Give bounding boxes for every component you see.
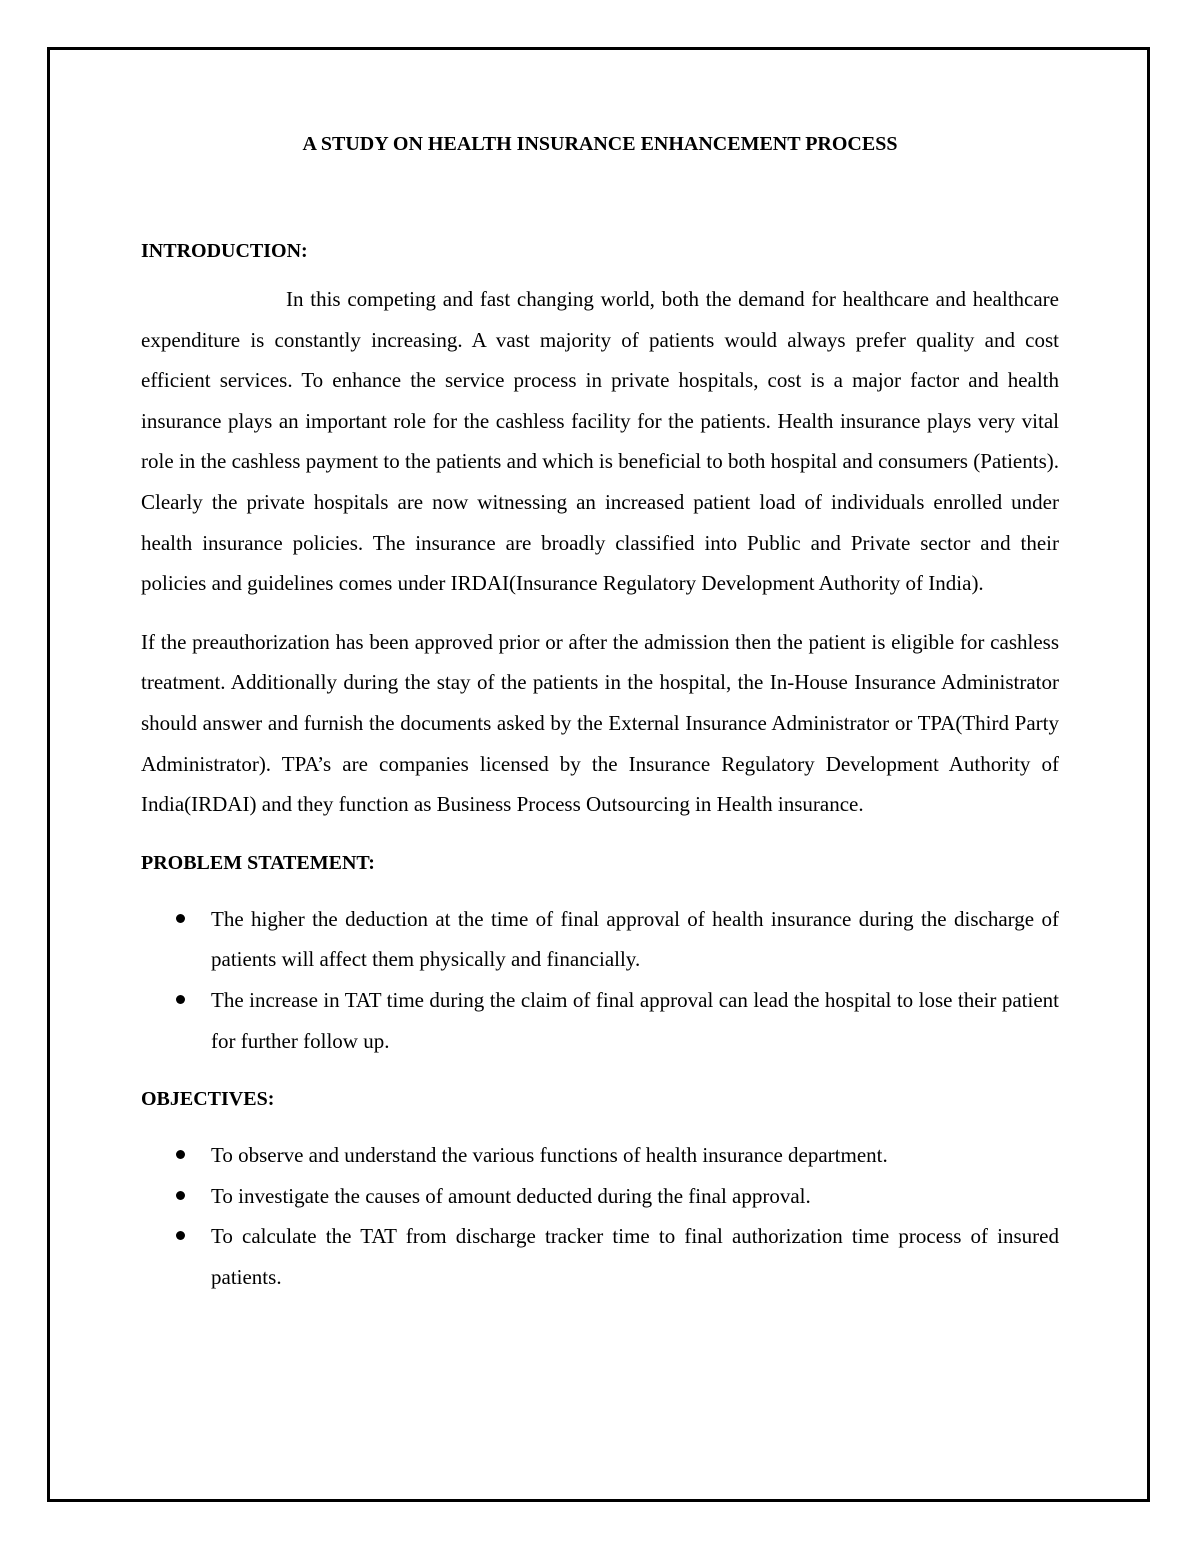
objectives-heading: OBJECTIVES: xyxy=(141,1088,275,1111)
problem-statement-heading: PROBLEM STATEMENT: xyxy=(141,851,375,874)
document-title: A STUDY ON HEALTH INSURANCE ENHANCEMENT PROCESS xyxy=(302,133,898,155)
bullet-icon xyxy=(176,995,185,1004)
preauthorization-paragraph: If the preauthorization has been approved prior or after the admission then the patient is eligible for cashless treatment. Additionally during the stay of the patients in the hospital, the In-House Insurance Administrator should answer and furnish the documents asked by the External Insurance Administrator or TPA(Third Party Administrator). TPA’s are companies licensed by the Insurance Regulatory Development Authority of India(IRDAI) and they function as Business Process Outsourcing in Health insurance. xyxy=(141,629,1059,817)
list-item xyxy=(141,1135,1059,1176)
list-item-text: The higher the deduction at the time of final approval of health insurance during the discharge of patients will affect them physically and financially. xyxy=(211,906,1059,972)
list-item xyxy=(141,899,1059,980)
list-item-text: The increase in TAT time during the claim of final approval can lead the hospital to lose their patient for further follow up. xyxy=(211,987,1059,1053)
introduction-heading: INTRODUCTION: xyxy=(141,240,308,262)
list-item xyxy=(141,1216,1059,1297)
document-body xyxy=(141,128,1059,1297)
list-item-text: To investigate the causes of amount deducted during the final approval. xyxy=(211,1183,811,1208)
list-item-text: To calculate the TAT from discharge tracker time to final authorization time process of insured patients. xyxy=(211,1224,1059,1289)
bullet-icon xyxy=(176,914,185,923)
list-item-text: To observe and understand the various functions of health insurance department. xyxy=(211,1143,888,1168)
introduction-paragraph: In this competing and fast changing world, both the demand for healthcare and healthcare expenditure is constantly increasing. A vast majority of patients would always prefer quality and cost efficient services. To enhance the service process in private hospitals, cost is a major factor and health insurance plays an important role for the cashless facility for the patients. Health insurance plays very vital role in the cashless payment to the patients and which is beneficial to both hospital and consumers (Patients). Clearly the private hospitals are now witnessing an increased patient load of individuals enrolled under health insurance policies. The insurance are broadly classified into Public and Private sector and their policies and guidelines comes under IRDAI(Insurance Regulatory Development Authority of India). xyxy=(141,287,1059,596)
problem-statement-list xyxy=(141,899,1059,1061)
bullet-icon xyxy=(176,1191,185,1200)
objectives-list xyxy=(141,1135,1059,1297)
bullet-icon xyxy=(176,1231,185,1240)
list-item xyxy=(141,980,1059,1061)
bullet-icon xyxy=(176,1150,185,1159)
list-item xyxy=(141,1176,1059,1217)
